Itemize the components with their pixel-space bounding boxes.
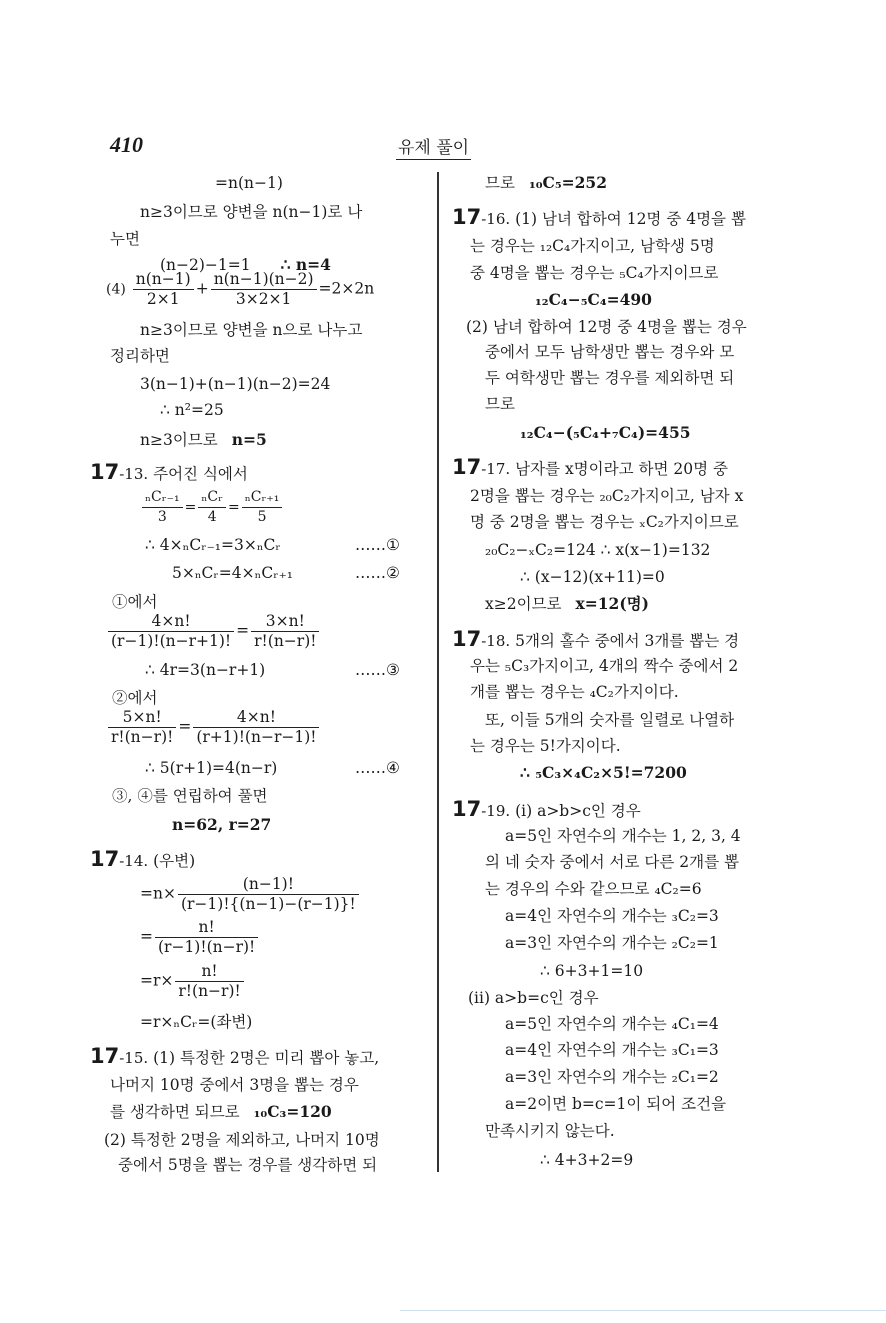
result: x=12(명) [575,594,649,613]
chapter-number: 17 [90,847,120,871]
equation-marker: ……② [355,564,400,582]
numerator: n! [155,918,258,938]
numerator: ₙCᵣ₋₁ [142,488,183,508]
text-line: 명 중 2명을 뽑는 경우는 ₓC₂가지이므로 [470,513,739,531]
fraction [211,270,317,309]
denominator: (r−1)!{(n−1)−(r−1)}! [180,895,356,913]
section-title: 유제 풀이 [396,133,471,160]
text-line: n≥3이므로 양변을 n(n−1)로 나 [140,203,363,221]
chapter-number: 17 [452,797,482,821]
text-line: 2명을 뽑는 경우는 ₂₀C₂가지이고, 남자 x [470,487,744,505]
prefix: =n× [140,884,176,903]
denominator: 4 [207,509,217,525]
text: 주어진 식에서 [148,465,248,483]
chapter-number: 17 [90,460,120,484]
column-divider [437,172,439,1172]
text: 므로 [485,174,515,192]
equation-line: 5×ₙCᵣ=4×ₙCᵣ₊₁ [172,564,293,582]
equation-line: ₂₀C₂−ₓC₂=124 ∴ x(x−1)=132 [485,541,711,559]
text-line: 개를 뽑는 경우는 ₄C₂가지이다. [470,683,679,701]
problem-number: -14. [119,852,149,870]
equation: (n−2)−1=1 [160,256,251,274]
text-line: 는 경우는 5!가지이다. [470,737,621,755]
fraction-equation [140,918,260,957]
equation-marker: ……① [355,536,400,554]
problem-number: -18. [481,632,511,650]
problem-17-18-heading [452,629,739,651]
text-line [140,430,267,450]
equation-line: ∴ 4×ₙCᵣ₋₁=3×ₙCᵣ [145,536,281,554]
text: (1) 남녀 합하여 12명 중 4명을 뽑 [510,210,746,228]
numerator: 5×n! [108,708,176,728]
numerator: n(n−1) [133,270,194,290]
prefix: =r× [140,971,174,990]
equation-line: ∴ 6+3+1=10 [540,962,644,980]
numerator: 4×n! [193,708,319,728]
chapter-number: 17 [452,455,482,479]
operator: + [195,279,209,298]
operator: = [178,717,192,736]
result: ∴ n=4 [280,255,331,274]
numerator: ₙCᵣ [198,488,226,508]
operator: = [184,499,197,516]
numerator: 4×n! [108,612,234,632]
text-line [485,173,607,193]
text: (우변) [148,852,196,870]
text-line: 므로 [485,395,515,413]
text-line: 중 4명을 뽑는 경우는 ₅C₄가지이므로 [470,264,719,282]
text-line: a=3인 자연수의 개수는 ₂C₂=1 [505,934,719,952]
numerator: (n−1)! [178,875,359,895]
denominator: (r+1)!(n−r−1)! [196,728,317,746]
text-line [485,594,649,614]
problem-17-16-heading [452,207,746,229]
text-line: 나머지 10명 중에서 3명을 뽑는 경우 [110,1076,359,1094]
text-line: a=2이면 b=c=1이 되어 조건을 [505,1095,727,1113]
fraction [178,875,359,914]
result: n=5 [231,430,267,449]
denominator: 2×1 [146,290,180,308]
text: x≥2이므로 [485,595,562,613]
fraction-equation [106,612,321,651]
text-line: 두 여학생만 뽑는 경우를 제외하면 되 [485,369,735,387]
numerator: ₙCᵣ₊₁ [242,488,283,508]
result: ₁₀C₃=120 [253,1102,332,1121]
operator: = [228,499,240,516]
fraction-equation [140,488,284,527]
operator: = [236,621,250,640]
problem-17-17-heading [452,457,728,479]
page-number: 410 [110,132,143,157]
problem-17-14-heading [90,849,195,871]
chapter-number: 17 [452,627,482,651]
result-line: ∴ ₅C₃×₄C₂×5!=7200 [520,763,687,782]
denominator: r!(n−r)! [111,728,174,746]
numerator: 3×n! [251,612,319,632]
fraction-equation [106,270,374,309]
text-line: 만족시키지 않는다. [485,1122,615,1140]
text-line: n≥3이므로 양변을 n으로 나누고 [140,321,363,339]
item-label: (4) [106,281,126,298]
denominator: 3×2×1 [235,290,292,308]
problem-number: -19. [481,802,511,820]
problem-number: -16. [481,210,511,228]
text-line: 중에서 5명을 뽑는 경우를 생각하면 되 [118,1156,378,1174]
text-line: ①에서 [112,593,158,611]
text-line: 누면 [110,230,140,248]
text-line: ②에서 [112,689,158,707]
chapter-number: 17 [452,205,482,229]
text: 5개의 홀수 중에서 3개를 뽑는 경 [510,632,740,650]
fraction-equation [140,875,361,914]
text: n≥3이므로 [140,431,218,449]
equation-marker: ……④ [355,759,400,777]
denominator: (r−1)!(n−r+1)! [111,632,232,650]
fraction [155,918,258,957]
bottom-rule [400,1310,886,1311]
text-line: a=4인 자연수의 개수는 ₃C₁=3 [505,1041,719,1059]
denominator: 5 [257,509,267,525]
chapter-number: 17 [90,1044,120,1068]
text: 를 생각하면 되므로 [110,1103,240,1121]
text-line: (2) 남녀 합하여 12명 중 4명을 뽑는 경우 [466,318,747,336]
equation-line: =r×ₙCᵣ=(좌변) [140,1013,253,1031]
text-line: a=4인 자연수의 개수는 ₃C₂=3 [505,907,719,925]
fraction-equation [140,962,246,1001]
problem-number: -17. [481,460,511,478]
equation-line: 3(n−1)+(n−1)(n−2)=24 [140,375,331,393]
numerator: n! [175,962,243,982]
text-line: 의 네 숫자 중에서 서로 다른 2개를 뽑 [485,853,739,871]
result-line: ₁₂C₄−(₅C₄+₇C₄)=455 [520,423,691,442]
problem-17-19-heading [452,799,641,821]
fraction [242,488,283,527]
problem-17-13-heading [90,462,248,484]
denominator: r!(n−r)! [178,982,241,1000]
text-line: 정리하면 [110,347,170,365]
text-line: 또, 이들 5개의 숫자를 일렬로 나열하 [485,711,735,729]
fraction-equation [106,708,321,747]
result: ₁₀C₅=252 [528,173,607,192]
result-line: ₁₂C₄−₅C₄=490 [535,290,652,309]
text-line: a=5인 자연수의 개수는 1, 2, 3, 4 [505,827,741,845]
rhs: =2×2n [318,279,375,298]
text-line: a=5인 자연수의 개수는 ₄C₁=4 [505,1015,719,1033]
text-line: 중에서 모두 남학생만 뽑는 경우와 모 [485,343,735,361]
fraction [108,708,176,747]
problem-number: -13. [119,465,149,483]
equation-line: ∴ 5(r+1)=4(n−r) [145,759,278,777]
fraction [198,488,226,527]
equation-line: =n(n−1) [215,174,283,192]
text-line: 는 경우의 수와 같으므로 ₄C₂=6 [485,880,702,898]
numerator: n(n−1)(n−2) [211,270,317,290]
result-line: n=62, r=27 [172,815,272,834]
fraction [193,708,319,747]
text-line: 는 경우는 ₁₂C₄가지이고, 남학생 5명 [470,237,715,255]
fraction [175,962,243,1001]
equation-line: ∴ (x−12)(x+11)=0 [520,568,665,586]
problem-number: -15. [119,1049,149,1067]
text-line [110,1102,332,1122]
denominator: r!(n−r)! [254,632,317,650]
problem-17-15-heading [90,1046,379,1068]
equation-line: ∴ 4r=3(n−r+1) [145,661,266,679]
text: 남자를 x명이라고 하면 20명 중 [510,460,728,478]
fraction [133,270,194,309]
text-line: (2) 특정한 2명을 제외하고, 나머지 10명 [104,1131,380,1149]
denominator: 3 [157,509,167,525]
text-line: (ii) a>b=c인 경우 [468,989,599,1007]
text-line: a=3인 자연수의 개수는 ₂C₁=2 [505,1068,719,1086]
fraction [142,488,183,527]
text-line: ③, ④를 연립하여 풀면 [112,787,268,805]
equation-line: ∴ 4+3+2=9 [540,1151,634,1169]
equation-line: ∴ n²=25 [160,401,224,419]
text: (1) 특정한 2명은 미리 뽑아 놓고, [148,1049,380,1067]
text: (i) a>b>c인 경우 [510,802,641,820]
fraction [108,612,234,651]
prefix: = [140,927,153,946]
fraction [251,612,319,651]
text-line: 우는 ₅C₃가지이고, 4개의 짝수 중에서 2 [470,657,739,675]
denominator: (r−1)!(n−r)! [158,938,256,956]
equation-marker: ……③ [355,661,400,679]
